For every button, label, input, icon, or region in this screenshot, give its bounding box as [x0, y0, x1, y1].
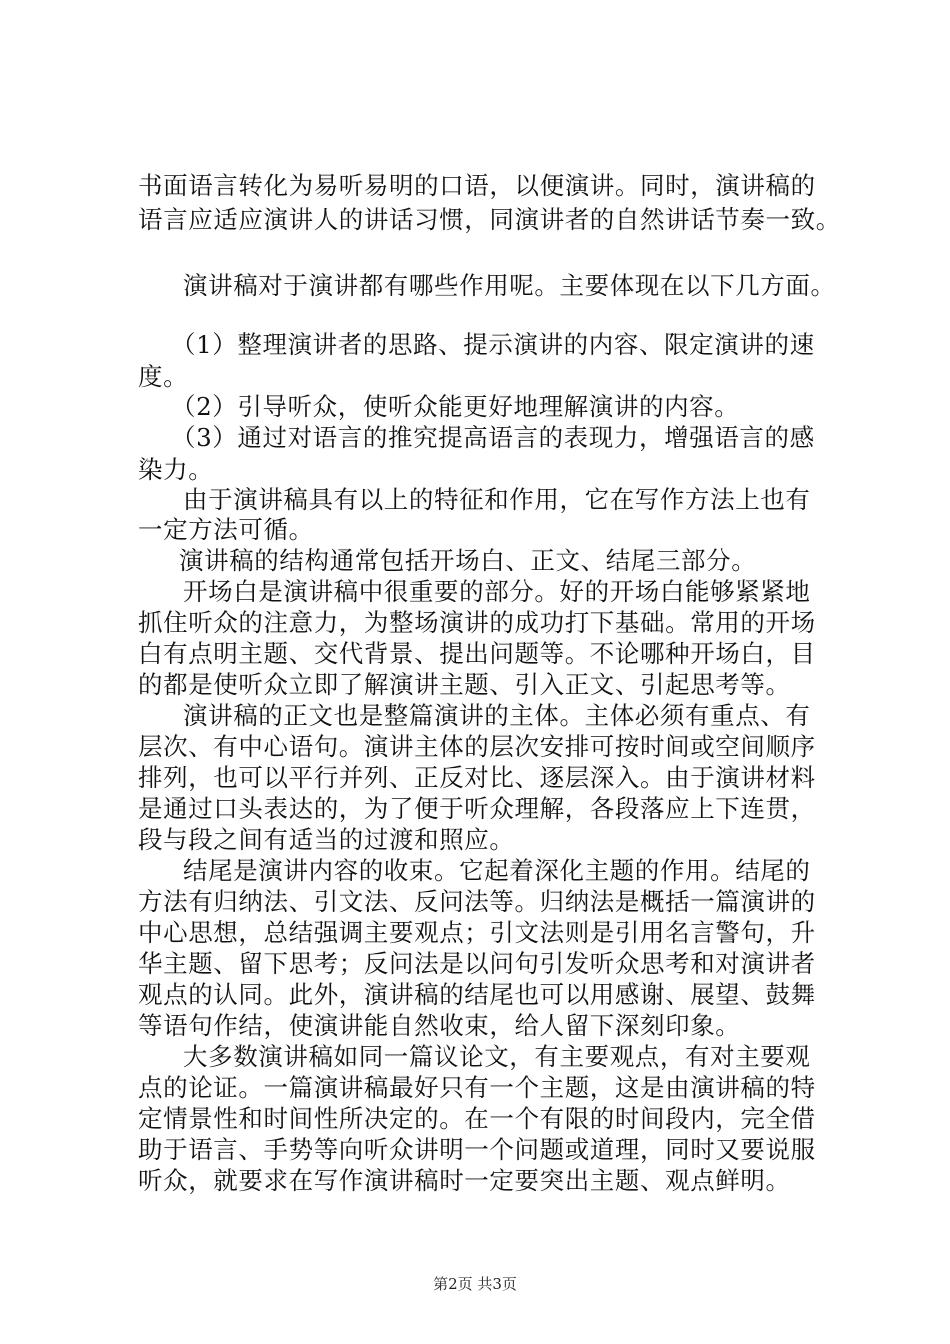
- text-line: 层次、有中心语句。演讲主体的层次安排可按时间或空间顺序: [138, 732, 816, 761]
- text-line: 观点的认同。此外，演讲稿的结尾也可以用感谢、展望、鼓舞: [138, 980, 816, 1009]
- text-line: 演讲稿的正文也是整篇演讲的主体。主体必须有重点、有: [183, 701, 811, 730]
- text-line: 点的论证。一篇演讲稿最好只有一个主题，这是由演讲稿的特: [138, 1073, 816, 1102]
- text-line: 书面语言转化为易听易明的口语，以便演讲。同时，演讲稿的: [138, 171, 816, 200]
- text-line: 听众，就要求在写作演讲稿时一定要突出主题、观点鲜明。: [138, 1166, 791, 1195]
- text-line: 白有点明主题、交代背景、提出问题等。不论哪种开场白，目: [138, 639, 816, 668]
- text-line: 度。: [138, 362, 189, 391]
- text-line: 定情景性和时间性所决定的。在一个有限的时间段内，完全借: [138, 1104, 816, 1133]
- page-number-footer: 第2页 共3页: [433, 1275, 517, 1293]
- text-line: 排列，也可以平行并列、正反对比、逐层深入。由于演讲材料: [138, 763, 816, 792]
- text-line: 是通过口头表达的，为了便于听众理解，各段落应上下连贯，: [138, 794, 816, 823]
- text-line: 华主题、留下思考；反问法是以问句引发听众思考和对演讲者: [138, 949, 816, 978]
- text-line: （2）引导听众，使听众能更好地理解演讲的内容。: [171, 392, 740, 421]
- text-line: 大多数演讲稿如同一篇议论文，有主要观点，有对主要观: [183, 1042, 811, 1071]
- text-line: 方法有归纳法、引文法、反问法等。归纳法是概括一篇演讲的: [138, 887, 816, 916]
- text-line: 由于演讲稿具有以上的特征和作用，它在写作方法上也有: [183, 485, 811, 514]
- text-line: 演讲稿对于演讲都有哪些作用呢。主要体现在以下几方面。: [183, 271, 836, 300]
- text-line: 段与段之间有适当的过渡和照应。: [138, 825, 515, 854]
- text-line: 染力。: [138, 455, 214, 484]
- text-line: （1）整理演讲者的思路、提示演讲的内容、限定演讲的速: [171, 330, 815, 359]
- text-line: 一定方法可循。: [138, 515, 314, 544]
- text-line: 的都是使听众立即了解演讲主题、引入正文、引起思考等。: [138, 670, 791, 699]
- text-line: 结尾是演讲内容的收束。它起着深化主题的作用。结尾的: [183, 856, 811, 885]
- text-line: 演讲稿的结构通常包括开场白、正文、结尾三部分。: [179, 546, 757, 575]
- text-line: 开场白是演讲稿中很重要的部分。好的开场白能够紧紧地: [183, 577, 811, 606]
- text-line: （3）通过对语言的推究提高语言的表现力，增强语言的感: [171, 423, 815, 452]
- text-line: 语言应适应演讲人的讲话习惯，同演讲者的自然讲话节奏一致。: [138, 205, 841, 234]
- text-line: 助于语言、手势等向听众讲明一个问题或道理，同时又要说服: [138, 1135, 816, 1164]
- text-line: 抓住听众的注意力，为整场演讲的成功打下基础。常用的开场: [138, 608, 816, 637]
- text-line: 中心思想，总结强调主要观点；引文法则是引用名言警句，升: [138, 918, 816, 947]
- text-line: 等语句作结，使演讲能自然收束，给人留下深刻印象。: [138, 1011, 741, 1040]
